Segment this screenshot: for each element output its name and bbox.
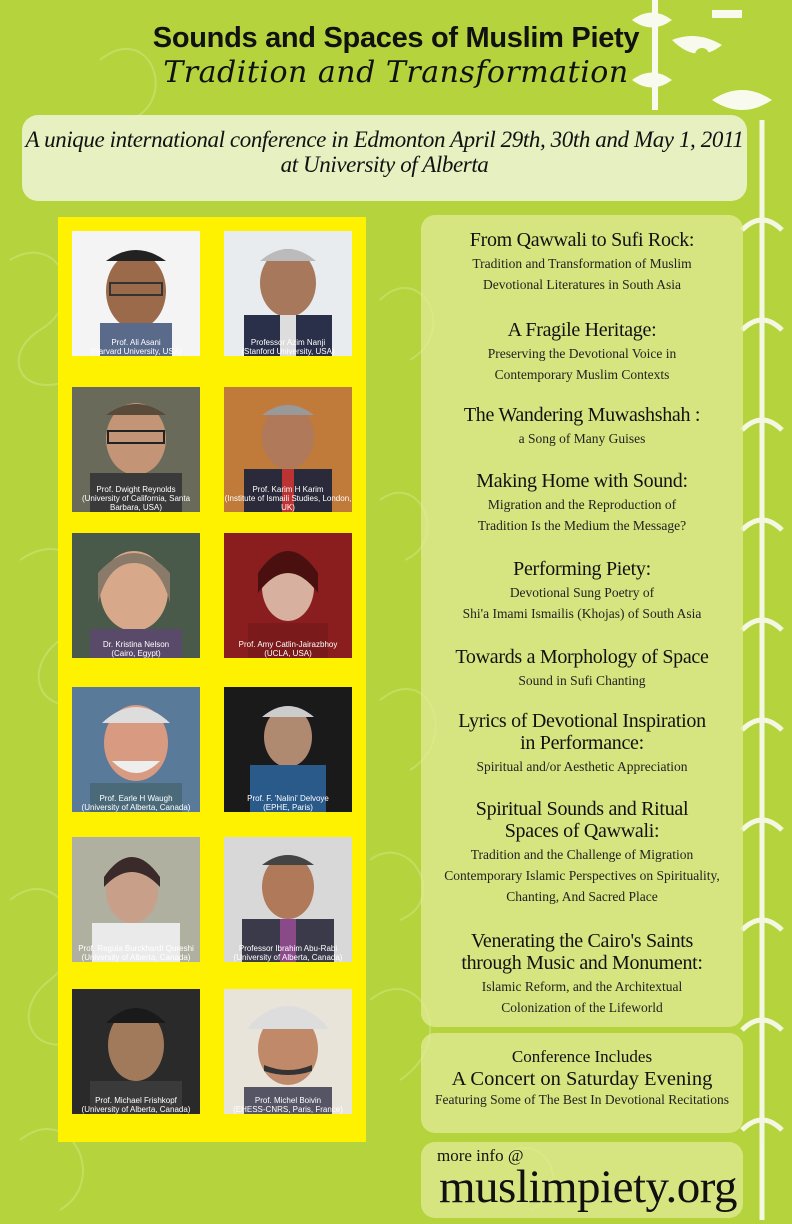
speaker-photo: [224, 387, 352, 512]
speaker-caption: Prof. Karim H Karim (Institute of Ismaili Studies, London, UK): [224, 485, 352, 512]
speaker-caption: Prof. Ali Asani (Harvard University, USA): [90, 338, 182, 356]
banner-line-2: at University of Alberta: [280, 152, 489, 177]
speaker-photo: [224, 533, 352, 658]
concert-detail: Featuring Some of The Best In Devotional Recitations: [434, 1092, 730, 1107]
talk-title-line-2: Spaces of Qawwali:: [504, 820, 660, 842]
talk-item: [421, 646, 743, 691]
speaker-photo: [72, 387, 200, 512]
talk-item: [421, 229, 743, 295]
talk-title: The Wandering Muwashshah :: [463, 404, 701, 426]
talk-subtitle: Tradition and Transformation of Muslim Devotional Literatures in South Asia: [472, 256, 692, 292]
speaker-photo: [72, 687, 200, 812]
speaker-caption: Prof. F. 'Nalini' Delvoye (EPHE, Paris): [247, 794, 329, 812]
talk-title: Venerating the Cairo's Saints: [470, 930, 694, 952]
banner-line-1: A unique international conference in Edmonton April 29th, 30th and May 1, 2011: [25, 127, 744, 152]
concert-intro: Conference Includes: [511, 1047, 653, 1066]
talk-item: [421, 710, 743, 777]
talk-subtitle: Migration and the Reproduction of Tradition Is the Medium the Message?: [477, 497, 687, 533]
page-subtitle: Tradition and Transformation: [163, 55, 629, 90]
talk-title: Spiritual Sounds and Ritual: [475, 798, 689, 820]
speaker-photo: [72, 231, 200, 356]
talk-item: [421, 470, 743, 536]
talk-title-line-2: through Music and Monument:: [461, 952, 703, 974]
speaker-caption: Dr. Kristina Nelson (Cairo, Egypt): [102, 640, 170, 658]
talk-subtitle: Devotional Sung Poetry of Shi'a Imami Ismailis (Khojas) of South Asia: [462, 585, 702, 621]
title-block: [0, 22, 792, 90]
concert-panel: [421, 1033, 743, 1133]
speaker-photo-panel: [58, 217, 366, 1142]
speaker-caption: Prof. Regula Burckhardt Qureshi (University of Alberta, Canada): [78, 944, 194, 962]
talk-item: [421, 930, 743, 1018]
website-link[interactable]: muslimpiety.org: [439, 1161, 737, 1213]
speaker-caption: Professor Azim Nanji (Stanford University, USA): [241, 338, 335, 356]
talk-subtitle: Tradition and the Challenge of Migration Contemporary Islamic Perspectives on Spirituality, Chanting, And Sacred Place: [444, 847, 720, 904]
talk-title-line-2: in Performance:: [520, 732, 644, 754]
speaker-photo: [224, 231, 352, 356]
speaker-photo: [224, 687, 352, 812]
talk-title: Towards a Morphology of Space: [455, 646, 709, 668]
talk-title: From Qawwali to Sufi Rock:: [469, 229, 695, 251]
talk-title: Lyrics of Devotional Inspiration: [458, 710, 706, 732]
speaker-photo: [72, 533, 200, 658]
speaker-photo: [224, 837, 352, 962]
talk-subtitle: Sound in Sufi Chanting: [518, 673, 646, 688]
speaker-caption: Prof. Earle H Waugh (University of Alberta, Canada): [81, 794, 191, 812]
talk-title: A Fragile Heritage:: [507, 319, 657, 341]
talk-title: Making Home with Sound:: [476, 470, 688, 492]
talk-subtitle: Spiritual and/or Aesthetic Appreciation: [476, 759, 688, 774]
conference-banner: [22, 115, 747, 201]
speaker-caption: Prof. Amy Catlin-Jairazbhoy (UCLA, USA): [238, 640, 338, 658]
talk-title: Performing Piety:: [513, 558, 651, 580]
speaker-photo: [72, 837, 200, 962]
talk-subtitle: Islamic Reform, and the Architextual Colonization of the Lifeworld: [481, 979, 683, 1015]
talk-subtitle: a Song of Many Guises: [518, 431, 646, 446]
talk-subtitle: Preserving the Devotional Voice in Contemporary Muslim Contexts: [487, 346, 677, 382]
speaker-caption: Prof. Dwight Reynolds (University of California, Santa Barbara, USA): [81, 485, 191, 512]
speaker-photo: [224, 989, 352, 1114]
speaker-photo: [72, 989, 200, 1114]
info-panel: [421, 1142, 743, 1218]
speaker-caption: Professor Ibrahim Abu-Rabi (University of Alberta, Canada): [233, 944, 343, 962]
talk-item: [421, 404, 743, 449]
talk-item: [421, 558, 743, 624]
speaker-caption: Prof. Michel Boivin (EHESS-CNRS, Paris, France): [233, 1096, 343, 1114]
more-info-label: more info @: [437, 1146, 524, 1165]
speaker-caption: Prof. Michael Frishkopf (University of Alberta, Canada): [81, 1096, 191, 1114]
talk-item: [421, 798, 743, 907]
concert-heading: A Concert on Saturday Evening: [451, 1068, 713, 1090]
page-title: Sounds and Spaces of Muslim Piety: [152, 22, 640, 54]
talks-panel: [421, 215, 743, 1027]
talk-item: [421, 319, 743, 385]
